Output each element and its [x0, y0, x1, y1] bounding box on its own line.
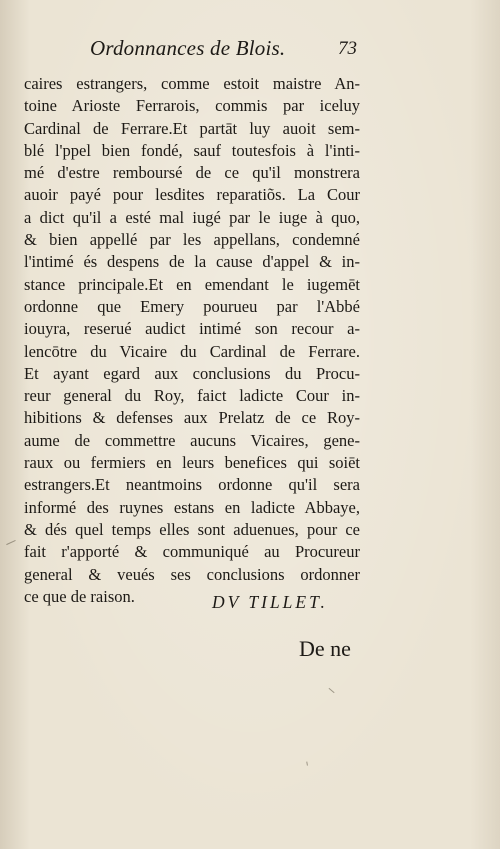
- text-line: hibitions & defenses aux Prelatz de ce Roy-: [24, 408, 360, 428]
- text-line: l'intimé és despens de la cause d'appel & in-: [24, 252, 360, 272]
- text-line: ce que de raison.: [24, 586, 135, 606]
- text-line: estrangers.Et neantmoins ordonne qu'il sera: [24, 475, 360, 495]
- text-line: fait r'apporté & communiqué au Procureur: [24, 542, 360, 562]
- text-line: lencōtre du Vicaire du Cardinal de Ferrare.: [24, 341, 360, 361]
- text-line: a dict qu'il a esté mal iugé par le iuge à quo,: [24, 207, 360, 227]
- text-line: toine Arioste Ferrarois, commis par iceluy: [24, 96, 360, 116]
- text-line: informé des ruynes estans en ladicte Abbaye,: [24, 497, 360, 517]
- catchword: De ne: [299, 636, 351, 661]
- text-line: & dés quel temps elles sont aduenues, pour ce: [24, 519, 360, 539]
- signature: DV TILLET.: [212, 592, 328, 612]
- text-line: reur general du Roy, faict ladicte Cour in-: [24, 386, 360, 406]
- text-line: Et ayant egard aux conclusions du Procu-: [24, 363, 360, 383]
- text-line: mé d'estre remboursé de ce qu'il monstrera: [24, 163, 360, 183]
- text-line: caires estrangers, comme estoit maistre An-: [24, 74, 360, 93]
- text-line: general & veués ses conclusions ordonner: [24, 564, 360, 584]
- text-line: blé l'ppel bien fondé, sauf toutesfois à l'inti-: [24, 140, 360, 160]
- text-line: raux ou fermiers en leurs benefices qui soiēt: [24, 453, 360, 473]
- text-line: stance principale.Et en emendant le iugemēt: [24, 274, 360, 294]
- text-line: & bien appellé par les appellans, condemné: [24, 230, 360, 250]
- text-line: Cardinal de Ferrare.Et partāt luy auoit sem-: [24, 118, 360, 138]
- text-line: iouyra, reserué audict intimé son recour a-: [24, 319, 360, 339]
- ink-mark: [6, 540, 16, 545]
- running-head: Ordonnances de Blois.: [90, 36, 286, 60]
- text-line: aume de commettre aucuns Vicaires, gene-: [24, 430, 360, 450]
- ink-mark: [306, 762, 308, 766]
- text-line: ordonne que Emery pourueu par l'Abbé: [24, 296, 360, 316]
- text-line: auoir payé pour lesdites reparatiõs. La Cour: [24, 185, 360, 205]
- body-text: [24, 73, 360, 608]
- page-number: 73: [338, 38, 357, 59]
- ink-mark: [328, 688, 334, 693]
